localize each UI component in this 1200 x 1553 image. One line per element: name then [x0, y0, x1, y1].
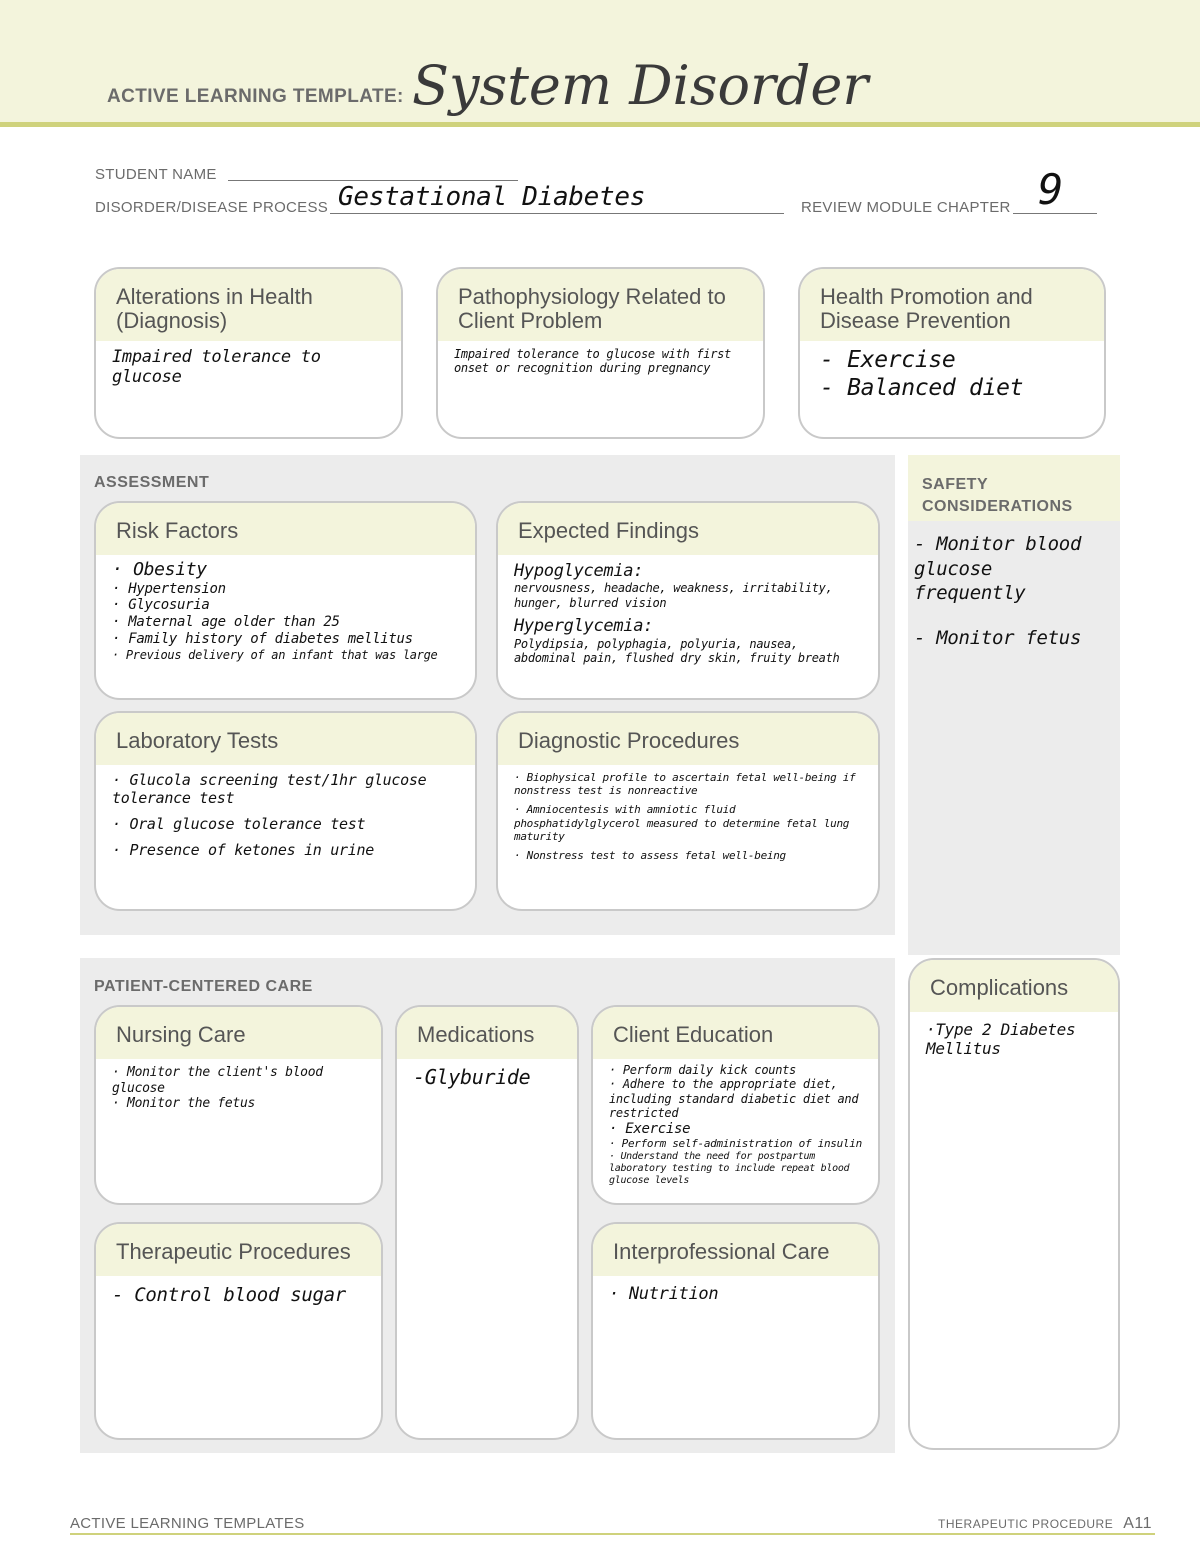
disorder-label: DISORDER/DISEASE PROCESS: [95, 199, 329, 216]
expected-finding-item: nervousness, headache, weakness, irritability, hunger, blurred vision: [514, 581, 833, 610]
student-name-line[interactable]: [228, 180, 518, 181]
education-item: · Perform daily kick counts: [609, 1063, 796, 1077]
client-education-title: Client Education: [593, 1007, 878, 1059]
pathophysiology-line: onset or recognition during pregnancy: [454, 361, 711, 376]
chapter-label: REVIEW MODULE CHAPTER: [801, 199, 1011, 216]
nursing-item: · Monitor the client's blood glucose: [112, 1065, 323, 1096]
footer-left: ACTIVE LEARNING TEMPLATES: [70, 1515, 305, 1532]
medication-item: -Glyburide: [413, 1065, 531, 1089]
nursing-care-title: Nursing Care: [96, 1007, 381, 1059]
complications-title: Complications: [910, 960, 1118, 1012]
alterations-line: Impaired tolerance to glucose: [112, 347, 321, 388]
diagnostic-item: · Nonstress test to assess fetal well-being: [514, 848, 786, 862]
lab-test-item: · Presence of ketones in urine: [112, 841, 374, 859]
footer-right: [938, 1515, 1152, 1533]
interprofessional-care-title: Interprofessional Care: [593, 1224, 878, 1276]
risk-factor-item: · Obesity: [112, 559, 207, 580]
chapter-value: 9: [1038, 165, 1063, 214]
diagnostic-procedures-box: [496, 711, 880, 911]
expected-findings-box: [496, 501, 880, 700]
expected-finding-item: Hypoglycemia:: [514, 561, 644, 581]
interprofessional-care-box: [591, 1222, 880, 1440]
education-item: · Adhere to the appropriate diet, including standard diabetic diet and restricted: [609, 1077, 859, 1121]
education-item: · Understand the need for postpartum laboratory testing to include repeat blood glucose levels: [609, 1150, 850, 1186]
risk-factor-item: · Family history of diabetes mellitus: [112, 630, 413, 647]
health-promotion-box: [798, 267, 1106, 439]
health-promotion-title: Health Promotion and Disease Prevention: [800, 269, 1104, 341]
page-title: System Disorder: [412, 54, 869, 117]
diagnostic-item: · Biophysical profile to ascertain fetal well-being if nonstress test is nonreactive: [514, 771, 856, 798]
nursing-item: · Monitor the fetus: [112, 1096, 256, 1112]
therapeutic-item: - Control blood sugar: [112, 1284, 346, 1306]
lab-test-item: · Glucola screening test/1hr glucose tolerance test: [112, 771, 427, 807]
pathophysiology-line: Impaired tolerance to glucose with first: [454, 347, 731, 361]
diagnostic-procedures-title: Diagnostic Procedures: [498, 713, 878, 765]
patient-care-label: PATIENT-CENTERED CARE: [94, 978, 313, 995]
risk-factor-item: · Maternal age older than 25: [112, 614, 340, 631]
expected-finding-item: Hyperglycemia:: [514, 616, 654, 637]
interprofessional-item: · Nutrition: [609, 1284, 719, 1304]
expected-findings-title: Expected Findings: [498, 503, 878, 555]
education-item: · Perform self-administration of insulin: [609, 1137, 862, 1151]
risk-factor-item: · Hypertension: [112, 580, 226, 597]
footer-page: A11: [1123, 1515, 1152, 1532]
safety-item: - Monitor blood glucose frequently: [914, 533, 1082, 605]
lab-tests-box: [94, 711, 477, 911]
assessment-label: ASSESSMENT: [94, 474, 210, 491]
risk-factors-box: [94, 501, 477, 700]
template-label: ACTIVE LEARNING TEMPLATE:: [107, 86, 404, 107]
footer-rule: [70, 1533, 1155, 1535]
safety-label: SAFETY CONSIDERATIONS: [922, 476, 1073, 516]
pathophysiology-title: Pathophysiology Related to Client Problem: [438, 269, 763, 341]
student-name-label: STUDENT NAME: [95, 166, 217, 183]
health-promotion-line: - Balanced diet: [820, 374, 1024, 401]
disorder-value: Gestational Diabetes: [338, 182, 646, 212]
nursing-care-box: [94, 1005, 383, 1205]
complications-box: [908, 958, 1120, 1450]
medications-box: [395, 1005, 579, 1440]
complication-item: ·Type 2 Diabetes Mellitus: [926, 1020, 1076, 1059]
expected-finding-item: Polydipsia, polyphagia, polyuria, nausea, abdominal pain, flushed dry skin, fruity breath: [514, 636, 840, 665]
safety-item: - Monitor fetus: [914, 627, 1082, 650]
alterations-box: [94, 267, 403, 439]
therapeutic-procedures-title: Therapeutic Procedures: [96, 1224, 381, 1276]
footer-section: THERAPEUTIC PROCEDURE: [938, 1517, 1114, 1531]
risk-factor-item: · Glycosuria: [112, 597, 210, 614]
lab-test-item: · Oral glucose tolerance test: [112, 815, 366, 833]
risk-factor-item: · Previous delivery of an infant that was large: [112, 647, 438, 662]
alterations-title: Alterations in Health (Diagnosis): [96, 269, 401, 341]
disorder-line[interactable]: [330, 213, 784, 214]
client-education-box: [591, 1005, 880, 1205]
pathophysiology-box: [436, 267, 765, 439]
safety-list: [914, 532, 1114, 651]
safety-panel: [908, 455, 1120, 955]
header-rule: [0, 122, 1200, 127]
lab-tests-title: Laboratory Tests: [96, 713, 475, 765]
education-item: · Exercise: [609, 1120, 691, 1137]
medications-title: Medications: [397, 1007, 577, 1059]
risk-factors-title: Risk Factors: [96, 503, 475, 555]
health-promotion-line: - Exercise: [820, 347, 956, 373]
therapeutic-procedures-box: [94, 1222, 383, 1440]
diagnostic-item: · Amniocentesis with amniotic fluid phosphatidylglycerol measured to determine fetal lung maturity: [514, 803, 850, 843]
